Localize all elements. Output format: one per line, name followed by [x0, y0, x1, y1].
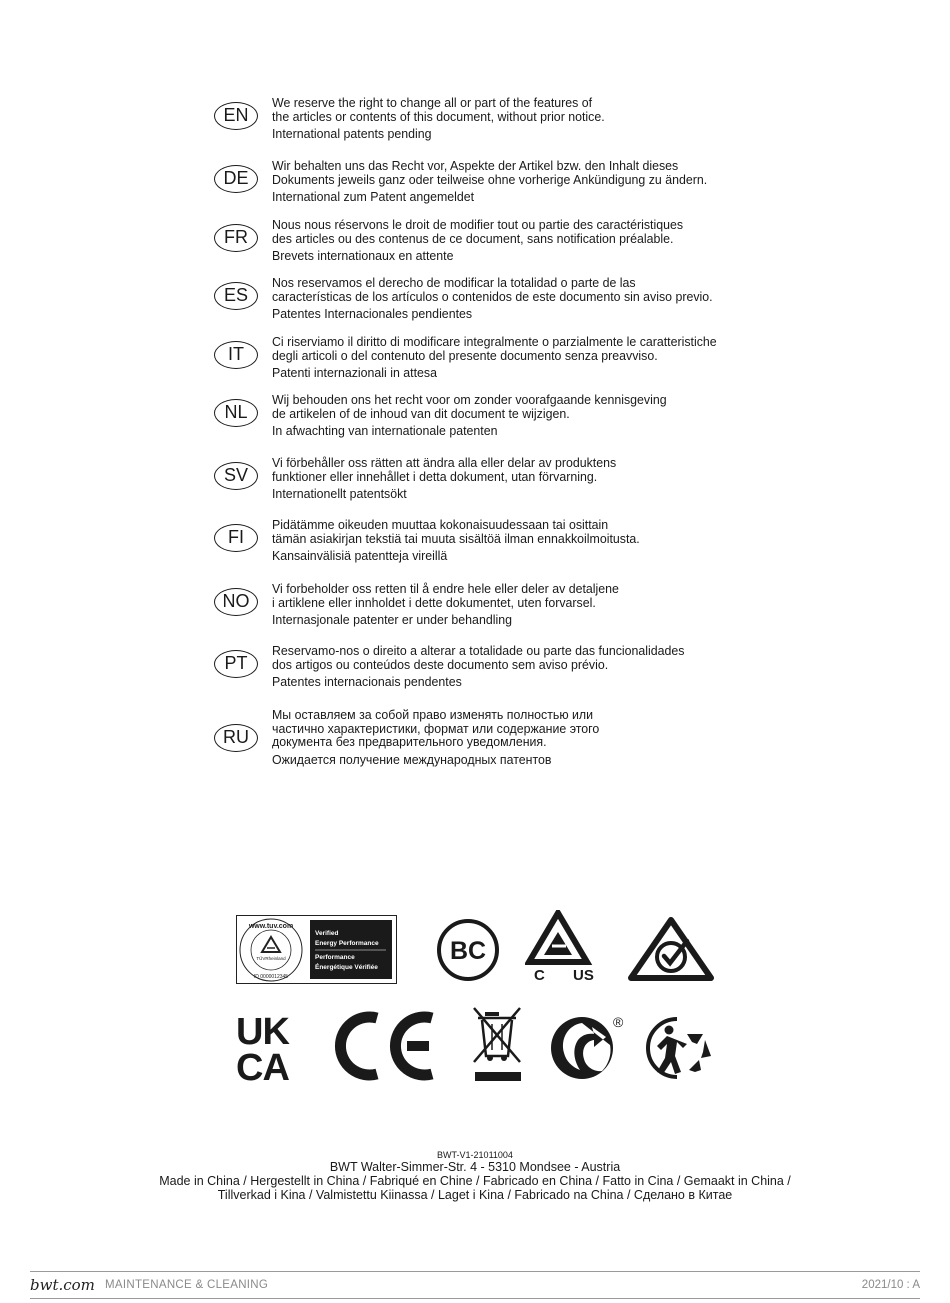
notice-line: Pidätämme oikeuden muuttaa kokonaisuudessaan tai osittain	[272, 517, 609, 532]
notice-line: частично характеристики, формат или содержание этого	[272, 720, 600, 736]
notice-line: de artikelen of de inhoud van dit document te wijzigen.	[272, 405, 570, 421]
lang-badge-ru: RU	[214, 724, 258, 752]
notice-line: the articles or contents of this document, without prior notice.	[272, 108, 605, 124]
made-in-line: Tillverkad i Kina / Valmistettu Kiinassa / Laget i Kina / Fabricado na China / Сделано в Китае	[217, 1188, 733, 1202]
weee-bin-icon	[472, 1006, 524, 1084]
lang-badge-it: IT	[214, 341, 258, 369]
lang-badge-es: ES	[214, 282, 258, 310]
ukca-uk-text: UK	[236, 1012, 289, 1053]
notice-line: Reservamo-nos o direito a alterar a totalidade ou parte das funcionalidades	[272, 643, 685, 658]
lang-block-sv	[214, 456, 774, 508]
lang-text-sv	[272, 456, 616, 501]
notice-line: des articles ou des contenus de ce document, sans notification préalable.	[272, 230, 674, 246]
tuv-verified-text: Verified	[315, 930, 339, 937]
patent-line: Internationellt patentsökt	[272, 486, 407, 501]
notice-line: dos artigos ou conteúdos deste documento sem aviso prévio.	[272, 656, 609, 672]
triman-icon	[643, 1016, 715, 1080]
bc-text: BC	[449, 937, 487, 965]
lang-block-en	[214, 96, 774, 148]
document-code: BWT-V1-21011004	[437, 1150, 513, 1160]
tuv-id-text: ID 0000012345	[253, 974, 289, 980]
notice-line: i artiklene eller innholdet i dette dokumentet, uten forvarsel.	[272, 594, 596, 610]
patent-line: In afwachting van internationale patenten	[272, 423, 498, 438]
lang-text-de	[272, 159, 707, 204]
lang-badge-sv: SV	[214, 462, 258, 490]
lang-block-es	[214, 276, 774, 328]
lang-text-es	[272, 276, 713, 321]
notice-line: Vi förbehåller oss rätten att ändra alla eller delar av produktens	[272, 455, 617, 470]
lang-text-fr	[272, 218, 683, 263]
tuv-energetique-text: Énergétique Vérifiée	[315, 964, 378, 971]
patent-line: Patenti internazionali in attesa	[272, 365, 437, 380]
company-address: BWT Walter-Simmer-Str. 4 - 5310 Mondsee - Austria	[329, 1160, 621, 1174]
footer-version: 2021/10 : A	[861, 1279, 920, 1291]
green-dot-icon	[550, 1013, 630, 1083]
lang-text-ru	[272, 708, 599, 766]
patent-line: Patentes internacionais pendentes	[272, 674, 462, 689]
lang-badge-no: NO	[214, 588, 258, 616]
registered-mark-text: ®	[613, 1014, 624, 1030]
lang-block-fr	[214, 218, 774, 270]
lang-block-fi	[214, 518, 774, 570]
notice-line: Nous nous réservons le droit de modifier tout ou partie des caractéristiques	[272, 217, 684, 232]
notice-line: Dokuments jeweils ganz oder teilweise ohne vorherige Ankündigung zu ändern.	[272, 171, 708, 187]
notice-line: Мы оставляем за собой право изменять полностью или	[272, 707, 594, 722]
lang-badge-fr: FR	[214, 224, 258, 252]
patent-line: International zum Patent angemeldet	[272, 189, 475, 204]
notice-line: Vi forbeholder oss retten til å endre hele eller deler av detaljene	[272, 581, 619, 596]
patent-line: Ожидается получение международных патентов	[272, 751, 552, 767]
lang-block-no	[214, 582, 774, 634]
footer-divider	[30, 1298, 920, 1299]
tuv-brand-text: TÜVRheinland	[256, 956, 286, 961]
lang-text-nl	[272, 393, 667, 438]
lang-badge-de: DE	[214, 165, 258, 193]
notice-line: características de los artículos o contenidos de este documento sin aviso previo.	[272, 288, 713, 304]
ukca-mark-icon	[236, 1012, 306, 1082]
lang-text-it	[272, 335, 717, 380]
notice-line: We reserve the right to change all or part of the features of	[272, 95, 593, 110]
tuv-performance-text: Performance	[315, 954, 355, 961]
notice-line: funktioner eller innehållet i detta dokument, utan förvarning.	[272, 468, 598, 484]
notice-line: документа без предварительного уведомления.	[272, 734, 547, 749]
notice-line: Ci riserviamo il diritto di modificare integralmente o parzialmente le caratteristiche	[272, 334, 717, 349]
patent-line: Kansainvälisiä patentteja vireillä	[272, 548, 448, 563]
lang-text-fi	[272, 518, 640, 563]
ukca-ca-text: CA	[236, 1047, 289, 1082]
lang-text-en	[272, 96, 605, 141]
notice-line: tämän asiakirjan tekstiä tai muuta sisältöä ilman ennakkoilmoitusta.	[272, 530, 640, 546]
notice-line: Wij behouden ons het recht voor om zonder voorafgaande kennisgeving	[272, 392, 667, 407]
notice-line: Wir behalten uns das Recht vor, Aspekte der Artikel bzw. den Inhalt dieses	[272, 158, 679, 173]
csa-us-text: US	[573, 967, 594, 984]
notice-line: degli articoli o del contenuto del presente documento senza preavviso.	[272, 347, 658, 363]
lang-block-ru	[214, 707, 774, 767]
lang-badge-en: EN	[214, 102, 258, 130]
made-in-line: Made in China / Hergestellt in China / Fabriqué en Chine / Fabricado en China / Fatto in Cina / Gemaakt in China /	[159, 1174, 791, 1188]
csa-cus-icon	[525, 910, 599, 984]
bc-mark-icon	[436, 918, 500, 982]
lang-block-pt	[214, 644, 774, 696]
lang-block-nl	[214, 393, 774, 445]
patent-line: Brevets internationaux en attente	[272, 248, 454, 263]
footer-divider	[30, 1271, 920, 1272]
patent-line: Patentes Internacionales pendientes	[272, 306, 473, 321]
lang-text-no	[272, 582, 619, 627]
footer-section-title: MAINTENANCE & CLEANING	[105, 1279, 269, 1291]
ce-mark-icon	[333, 1010, 437, 1082]
patent-line: Internasjonale patenter er under behandling	[272, 612, 512, 627]
lang-block-it	[214, 335, 774, 387]
tuv-url-text: www.tuv.com	[248, 923, 294, 930]
lang-badge-pt: PT	[214, 650, 258, 678]
csa-c-text: C	[534, 967, 545, 984]
lang-badge-nl: NL	[214, 399, 258, 427]
rcm-mark-icon	[627, 915, 715, 983]
tuv-verified-energy-icon	[236, 915, 398, 985]
lang-text-pt	[272, 644, 684, 689]
footer-brand-logo: bwt.com	[30, 1276, 95, 1294]
lang-block-de	[214, 159, 774, 211]
patent-line: International patents pending	[272, 126, 432, 141]
lang-badge-fi: FI	[214, 524, 258, 552]
tuv-energy-text: Energy Performance	[315, 940, 379, 947]
notice-line: Nos reservamos el derecho de modificar la totalidad o parte de las	[272, 275, 636, 290]
